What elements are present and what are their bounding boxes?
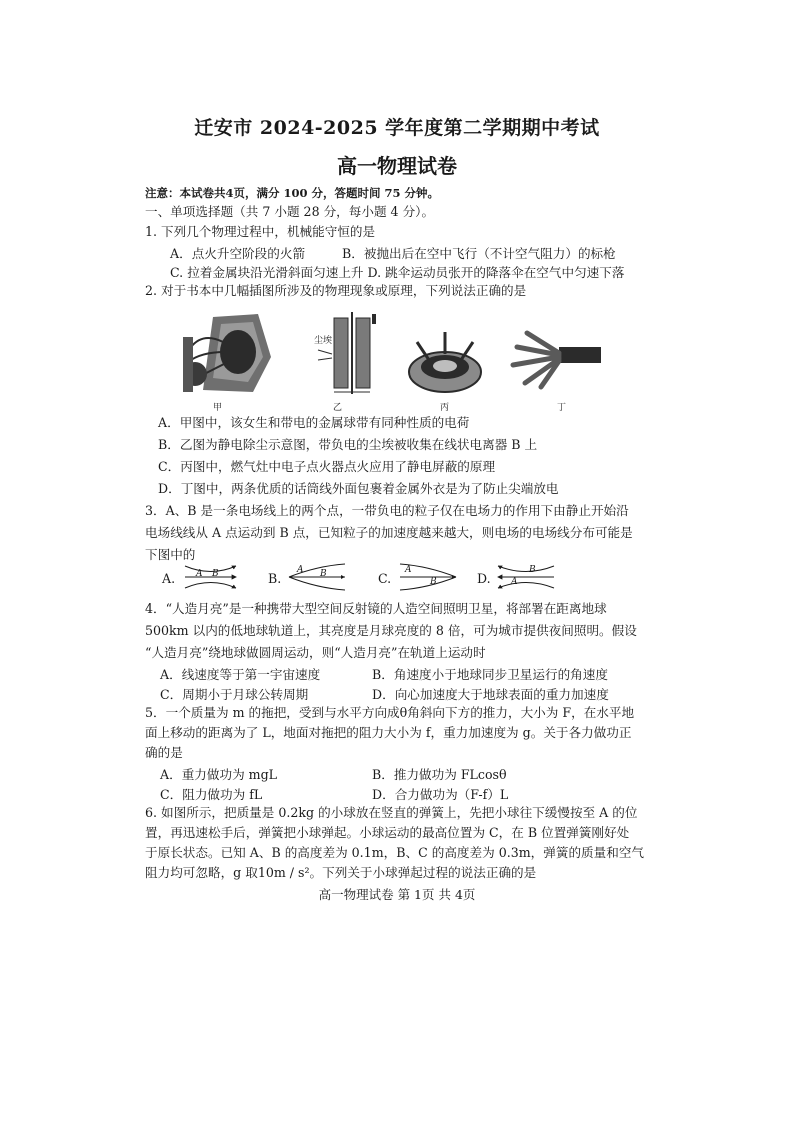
- q5-option-c: C．阻力做功为 fL: [160, 787, 263, 802]
- q5-option-b: B．推力做功为 FLcosθ: [372, 767, 507, 782]
- caption-bing: 丙: [440, 403, 450, 413]
- q5-line-3: 确的是: [145, 745, 183, 760]
- q6-line-2: 置，再迅速松手后，弹簧把小球弹起。小球运动的最高位置为 C，在 B 位置弹簧刚好处: [145, 825, 630, 840]
- q5-line-2: 面上移动的距离为了 L，地面对拖把的阻力大小为 f，重力加速度为 g。关于各力做功正: [145, 725, 632, 740]
- caption-jia: 甲: [213, 403, 223, 413]
- figure-bing: [405, 322, 485, 397]
- q3-a-point-b: B: [212, 569, 219, 579]
- q1-stem: 1. 下列几个物理过程中，机械能守恒的是: [145, 224, 376, 239]
- q3-option-a-label: A.: [162, 571, 176, 586]
- q3-c-point-a: A: [405, 565, 412, 575]
- q5-line-1: 5．一个质量为 m 的拖把，受到与水平方向成θ角斜向下方的推力，大小为 F，在水平地: [145, 705, 635, 720]
- q4-option-a: A．线速度等于第一宇宙速度: [160, 667, 321, 682]
- figure-ding: [507, 325, 602, 390]
- q2-stem: 2. 对于书本中几幅插图所涉及的物理现象或原理，下列说法正确的是: [145, 283, 527, 298]
- notice: 注意：本试卷共4页，满分 100 分，答题时间 75 分钟。: [145, 186, 440, 200]
- figure-yi: [312, 312, 387, 397]
- q2-option-a: A．甲图中，该女生和带电的金属球带有同种性质的电荷: [158, 415, 470, 430]
- caption-ding: 丁: [557, 403, 567, 413]
- q4-option-b: B．角速度小于地球同步卫星运行的角速度: [372, 667, 608, 682]
- q2-option-d: D．丁图中，两条优质的话筒线外面包裹着金属外衣是为了防止尖端放电: [158, 481, 559, 496]
- q3-c-point-b: B: [430, 577, 437, 587]
- section-heading: 一、单项选择题（共 7 小题 28 分，每小题 4 分）。: [145, 204, 435, 219]
- page-footer: 高一物理试卷 第 1页 共 4页: [318, 887, 476, 902]
- q1-option-cd: C. 拉着金属块沿光滑斜面匀速上升 D. 跳伞运动员张开的降落伞在空气中匀速下落: [170, 265, 625, 280]
- q3-d-point-a: A: [511, 577, 518, 587]
- q4-option-c: C．周期小于月球公转周期: [160, 687, 309, 702]
- q3-field-lines-d: [496, 562, 556, 592]
- figure-jia: [183, 312, 273, 397]
- q3-line-1: 3．A、B 是一条电场线上的两个点，一带负电的粒子仅在电场力的作用下由静止开始沿: [145, 503, 629, 518]
- q4-option-d: D．向心加速度大于地球表面的重力加速度: [372, 687, 609, 702]
- q3-b-point-a: A: [297, 565, 304, 575]
- caption-yi: 乙: [333, 403, 343, 413]
- q3-a-point-a: A: [196, 569, 203, 579]
- q4-line-1: 4．“人造月亮”是一种携带大型空间反射镜的人造空间照明卫星，将部署在距离地球: [145, 601, 607, 616]
- q6-line-3: 于原长状态。已知 A、B 的高度差为 0.1m，B、C 的高度差为 0.3m，弹簧的质量和空气: [145, 845, 645, 860]
- q1-option-b: B．被抛出后在空中飞行（不计空气阻力）的标枪: [342, 246, 616, 261]
- q5-option-a: A．重力做功为 mgL: [160, 767, 278, 782]
- exam-subtitle: 高一物理试卷: [337, 154, 457, 178]
- q4-line-3: “人造月亮”绕地球做圆周运动，则“人造月亮”在轨道上运动时: [145, 645, 486, 660]
- q3-field-lines-a: [183, 562, 238, 592]
- q3-field-lines-b: [287, 562, 347, 592]
- q1-option-a: A．点火升空阶段的火箭: [170, 246, 306, 261]
- q3-b-point-b: B: [320, 569, 327, 579]
- exam-title: 迁安市 2024-2025 学年度第二学期期中考试: [194, 117, 600, 139]
- q5-option-d: D．合力做功为（F-f）L: [372, 787, 509, 802]
- q3-option-c-label: C.: [378, 571, 392, 586]
- fig-yi-label: 尘埃: [314, 336, 333, 346]
- q6-line-1: 6. 如图所示，把质量是 0.2kg 的小球放在竖直的弹簧上，先把小球往下缓慢按至 A 的位: [145, 805, 638, 820]
- q2-option-c: C．丙图中，燃气灶中电子点火器点火应用了静电屏蔽的原理: [158, 459, 496, 474]
- q3-line-3: 下图中的: [145, 547, 196, 562]
- q4-line-2: 500km 以内的低地球轨道上，其亮度是月球亮度的 8 倍，可为城市提供夜间照明。假设: [145, 623, 637, 638]
- q3-option-d-label: D.: [477, 571, 491, 586]
- q6-line-4: 阻力均可忽略，g 取10m / s²。下列关于小球弹起过程的说法正确的是: [145, 865, 537, 880]
- q3-option-b-label: B.: [268, 571, 282, 586]
- q3-d-point-b: B: [529, 565, 536, 575]
- q3-line-2: 电场线线从 A 点运动到 B 点，已知粒子的加速度越来越大，则电场的电场线分布可能是: [145, 525, 633, 540]
- q2-option-b: B．乙图为静电除尘示意图，带负电的尘埃被收集在线状电离器 B 上: [158, 437, 538, 452]
